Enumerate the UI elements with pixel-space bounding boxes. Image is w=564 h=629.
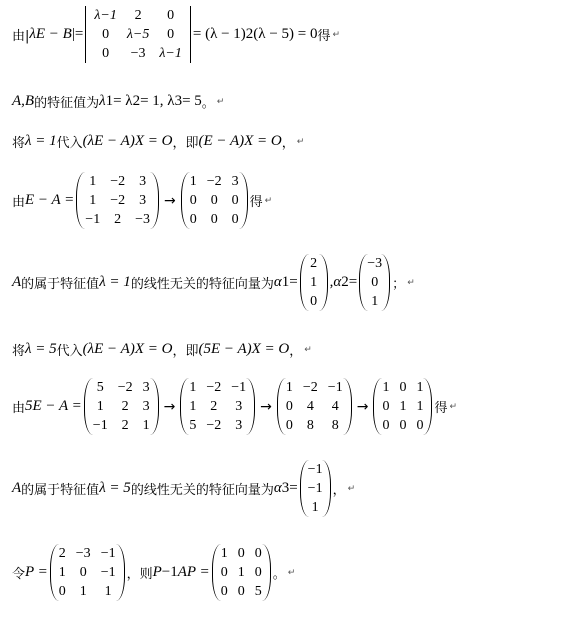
matrix-cell: 1 — [79, 584, 87, 599]
sub-3: 3 — [174, 93, 183, 109]
matrix-row — [89, 44, 187, 63]
arrow-icon: → — [260, 398, 272, 415]
eq-lambda-3: = 1, λ — [140, 93, 175, 109]
matrix-row — [281, 397, 348, 416]
matrix-cell: 2 — [121, 399, 129, 414]
text-ze: ，则 — [126, 567, 153, 582]
matrix-cell: λ−5 — [126, 27, 150, 42]
return-mark-icon: ↵ — [216, 96, 225, 107]
matrix-diagonal — [212, 544, 271, 601]
equation-general: (λE − A)X = O — [82, 133, 173, 149]
matrix-cell: 0 — [58, 584, 66, 599]
matrix-cell: 3 — [231, 174, 239, 189]
matrix-cell: 0 — [237, 546, 245, 561]
matrix-cell: −1 — [307, 462, 323, 477]
matrix-cell: 0 — [102, 46, 110, 61]
matrix-row — [377, 397, 428, 416]
eq-lambda-2: = λ — [113, 93, 133, 109]
matrix-cell: −1 — [85, 212, 101, 227]
matrix-cell: 4 — [306, 399, 314, 414]
matrix-row — [216, 582, 267, 601]
matrix-row — [363, 292, 386, 311]
matrix-cell: 1 — [382, 380, 390, 395]
period: 。 — [272, 567, 286, 582]
vector-alpha-1 — [300, 254, 328, 311]
matrix-cell: 0 — [231, 212, 239, 227]
matrix-cell: 2 — [121, 418, 129, 433]
matrix-cell: 0 — [210, 193, 218, 208]
matrix-cell: 1 — [104, 584, 112, 599]
matrix-E-minus-A — [76, 172, 159, 229]
period: 。 — [201, 96, 215, 111]
matrix-cell: 2 — [210, 399, 218, 414]
arrow-icon: → — [356, 398, 369, 415]
matrix-row — [88, 416, 155, 435]
lambda-eq-5: λ = 5 — [99, 480, 131, 496]
return-mark-icon: ↵ — [296, 136, 305, 147]
matrix-cell: 1 — [311, 500, 319, 515]
matrix-row — [216, 563, 267, 582]
matrix-cell: 2 — [310, 256, 318, 271]
matrix-cell: 0 — [399, 418, 407, 433]
rhs-part-b: (λ − 5) = 0 — [253, 26, 318, 42]
matrix-cell: 0 — [220, 584, 228, 599]
text-dairu: 代入 — [56, 344, 83, 359]
matrix-5E-minus-A — [84, 378, 159, 435]
matrix-cell: −2 — [206, 380, 222, 395]
matrix-cell: 2 — [114, 212, 122, 227]
rhs-exponent: 2 — [245, 26, 254, 42]
text-ling: 令 — [12, 567, 26, 582]
text-belong: 的属于特征值 — [21, 483, 100, 498]
lambda-1: λ — [99, 93, 106, 109]
matrix-cell: −3 — [367, 256, 383, 271]
matrix-cell: 4 — [331, 399, 339, 414]
alpha-1: α — [273, 274, 282, 290]
matrix-row — [184, 416, 251, 435]
equals: = — [348, 274, 358, 290]
line-eigenvalues — [12, 92, 224, 111]
matrix-cell: −1 — [92, 418, 108, 433]
matrix-row — [184, 378, 251, 397]
matrix-cell: 0 — [167, 27, 175, 42]
text-independent-vectors: 的线性无关的特征向量为 — [130, 277, 274, 292]
matrix-row — [89, 6, 187, 25]
matrix-row — [304, 460, 327, 479]
matrix-cell: 0 — [189, 212, 197, 227]
matrix-cell: 1 — [285, 380, 293, 395]
arrow-icon: → — [163, 398, 176, 415]
matrix-row — [88, 378, 155, 397]
matrix-row — [377, 416, 428, 435]
matrix-reduced-1 — [181, 172, 248, 229]
matrix-cell: −2 — [302, 380, 318, 395]
line-eigenvector-5 — [12, 460, 355, 517]
matrix-row — [304, 498, 327, 517]
matrix-row — [304, 254, 324, 273]
matrix-cell: 1 — [220, 546, 228, 561]
matrix-cell: 1 — [189, 174, 197, 189]
matrix-cell: 8 — [331, 418, 339, 433]
comma: ， — [289, 344, 303, 359]
comma: ， — [332, 483, 346, 498]
text-you: 由| — [12, 29, 30, 44]
text-you: 由 — [12, 195, 26, 210]
matrix-cell: λ−1 — [159, 46, 182, 61]
matrix-cell: −3 — [130, 46, 146, 61]
text-independent-vectors: 的线性无关的特征向量为 — [130, 483, 274, 498]
return-mark-icon: ↵ — [264, 195, 273, 206]
matrix-row — [89, 25, 187, 44]
matrix-row — [216, 544, 267, 563]
matrix-cell: 1 — [189, 399, 197, 414]
alpha-3: α — [273, 480, 282, 496]
matrix-row — [363, 254, 386, 273]
matrix-cell: 1 — [399, 399, 407, 414]
matrix-P — [50, 544, 125, 601]
sub-3: 3 — [281, 480, 290, 496]
equals: = — [289, 480, 298, 496]
matrix-cell: 1 — [96, 399, 104, 414]
return-mark-icon: ↵ — [332, 29, 341, 40]
determinant-matrix — [85, 6, 191, 63]
rhs-part-a: = (λ − 1) — [192, 26, 246, 42]
matrix-cell: 3 — [142, 380, 150, 395]
matrix-row — [80, 191, 155, 210]
text-dairu: 代入 — [56, 136, 83, 151]
matrix-row — [88, 397, 155, 416]
matrix-row — [304, 273, 324, 292]
matrix-cell: −2 — [110, 193, 126, 208]
matrix-cell: 1 — [416, 399, 424, 414]
matrix-row — [304, 479, 327, 498]
matrix-cell: 5 — [96, 380, 104, 395]
sub-2: 2 — [132, 93, 141, 109]
matrix-cell: 0 — [237, 584, 245, 599]
matrix-row — [185, 172, 244, 191]
matrix-A: A — [12, 480, 22, 496]
matrix-row — [304, 292, 324, 311]
matrix-cell: 5 — [189, 418, 197, 433]
matrix-cell: −2 — [206, 174, 222, 189]
return-mark-icon: ↵ — [304, 344, 312, 355]
matrix-cell: 3 — [139, 193, 147, 208]
matrix-cell: 1 — [89, 193, 97, 208]
eq-5: = 5 — [182, 93, 202, 109]
matrix-row — [185, 210, 244, 229]
matrix-cell: 0 — [102, 27, 110, 42]
comma: , — [329, 274, 334, 290]
text-ji: ，即 — [172, 344, 199, 359]
matrix-cell: 0 — [310, 294, 318, 309]
matrix-cell: 1 — [237, 565, 245, 580]
matrix-step-3 — [373, 378, 432, 435]
return-mark-icon: ↵ — [287, 567, 296, 578]
matrix-cell: −2 — [117, 380, 133, 395]
matrix-cell: 0 — [189, 193, 197, 208]
lambda-eq-1: λ = 1 — [25, 133, 57, 149]
lhs-lambdaE-minus-B: λE − B — [29, 26, 72, 42]
lhs-E-minus-A: E − A = — [25, 192, 75, 208]
sub-2: 2 — [341, 274, 349, 290]
return-mark-icon: ↵ — [449, 401, 457, 412]
matrix-cell: 0 — [285, 418, 293, 433]
matrix-cell: −1 — [231, 380, 247, 395]
lambda-eq-1: λ = 1 — [99, 274, 131, 290]
vector-alpha-2 — [359, 254, 390, 311]
text-you: 由 — [12, 401, 26, 416]
matrix-cell: 1 — [89, 174, 97, 189]
semicolon: ； — [392, 277, 406, 292]
lambda-eq-5: λ = 5 — [25, 341, 57, 357]
matrix-cell: 0 — [220, 565, 228, 580]
lhs-P: P = — [25, 564, 48, 580]
alpha-2: α — [333, 274, 342, 290]
arrow-icon: → — [164, 192, 176, 209]
lhs-5E-minus-A: 5E − A = — [25, 398, 82, 414]
matrix-cell: 3 — [139, 174, 147, 189]
matrix-step-2 — [277, 378, 352, 435]
line-row-reduce-5 — [12, 378, 457, 435]
matrix-cell: λ−1 — [94, 8, 117, 23]
text-ji: ，即 — [172, 136, 199, 151]
matrix-cell: 1 — [310, 275, 318, 290]
sup-inverse: −1 — [161, 564, 178, 580]
matrix-cell: 0 — [210, 212, 218, 227]
matrix-row — [184, 397, 251, 416]
matrix-cell: 1 — [58, 565, 66, 580]
comma: ， — [281, 136, 295, 151]
matrix-cell: 0 — [416, 418, 424, 433]
line-diagonalize — [12, 544, 295, 601]
matrix-cell: −3 — [75, 546, 91, 561]
matrix-row — [54, 582, 121, 601]
matrix-cell: −1 — [100, 565, 116, 580]
matrix-cell: 2 — [134, 8, 142, 23]
sub-1: 1 — [281, 274, 290, 290]
sub-1: 1 — [105, 93, 114, 109]
matrices-AB: A,B — [12, 93, 35, 109]
matrix-cell: −2 — [206, 418, 222, 433]
line-substitute-5 — [12, 340, 312, 359]
text-de: 得 — [249, 195, 263, 210]
P-inverse: P — [152, 564, 162, 580]
text-jiang: 将 — [12, 344, 26, 359]
matrix-cell: 0 — [254, 565, 262, 580]
matrix-cell: 0 — [371, 275, 379, 290]
matrix-row — [185, 191, 244, 210]
AP-equals: AP = — [177, 564, 210, 580]
matrix-A: A — [12, 274, 22, 290]
matrix-cell: 0 — [382, 418, 390, 433]
matrix-row — [377, 378, 428, 397]
matrix-cell: 1 — [416, 380, 424, 395]
matrix-cell: 0 — [167, 8, 175, 23]
matrix-cell: 1 — [189, 380, 197, 395]
line-row-reduce-1 — [12, 172, 272, 229]
matrix-cell: −2 — [110, 174, 126, 189]
vector-alpha-3 — [300, 460, 331, 517]
matrix-cell: 5 — [254, 584, 262, 599]
matrix-cell: 0 — [79, 565, 87, 580]
matrix-row — [54, 563, 121, 582]
matrix-row — [281, 416, 348, 435]
eigenvalue-text: 的特征值为 — [34, 96, 100, 111]
text-de: 得 — [317, 29, 331, 44]
matrix-cell: 0 — [399, 380, 407, 395]
matrix-cell: 1 — [371, 294, 379, 309]
matrix-cell: 0 — [231, 193, 239, 208]
matrix-cell: 1 — [142, 418, 150, 433]
matrix-cell: 3 — [142, 399, 150, 414]
return-mark-icon: ↵ — [407, 277, 415, 288]
matrix-cell: −3 — [135, 212, 151, 227]
matrix-cell: −1 — [327, 380, 343, 395]
text-jiang: 将 — [12, 136, 26, 151]
matrix-cell: 0 — [285, 399, 293, 414]
equals: = — [289, 274, 298, 290]
equation-specific: (5E − A)X = O — [198, 341, 290, 357]
line-determinant — [12, 6, 340, 63]
abs-equals: |= — [71, 26, 84, 42]
equation-general: (λE − A)X = O — [82, 341, 173, 357]
matrix-cell: 3 — [235, 399, 243, 414]
line-substitute-1 — [12, 132, 304, 151]
matrix-row — [54, 544, 121, 563]
text-belong: 的属于特征值 — [21, 277, 100, 292]
matrix-step-1 — [180, 378, 255, 435]
matrix-row — [80, 172, 155, 191]
matrix-cell: 3 — [235, 418, 243, 433]
matrix-cell: −1 — [307, 481, 323, 496]
matrix-row — [80, 210, 155, 229]
text-de: 得 — [434, 401, 448, 416]
line-eigenvectors-1 — [12, 254, 415, 311]
matrix-cell: 2 — [58, 546, 66, 561]
return-mark-icon: ↵ — [347, 483, 356, 494]
equation-specific: (E − A)X = O — [198, 133, 282, 149]
matrix-cell: −1 — [100, 546, 116, 561]
matrix-cell: 0 — [254, 546, 262, 561]
matrix-row — [281, 378, 348, 397]
matrix-row — [363, 273, 386, 292]
matrix-cell: 8 — [306, 418, 314, 433]
matrix-cell: 0 — [382, 399, 390, 414]
